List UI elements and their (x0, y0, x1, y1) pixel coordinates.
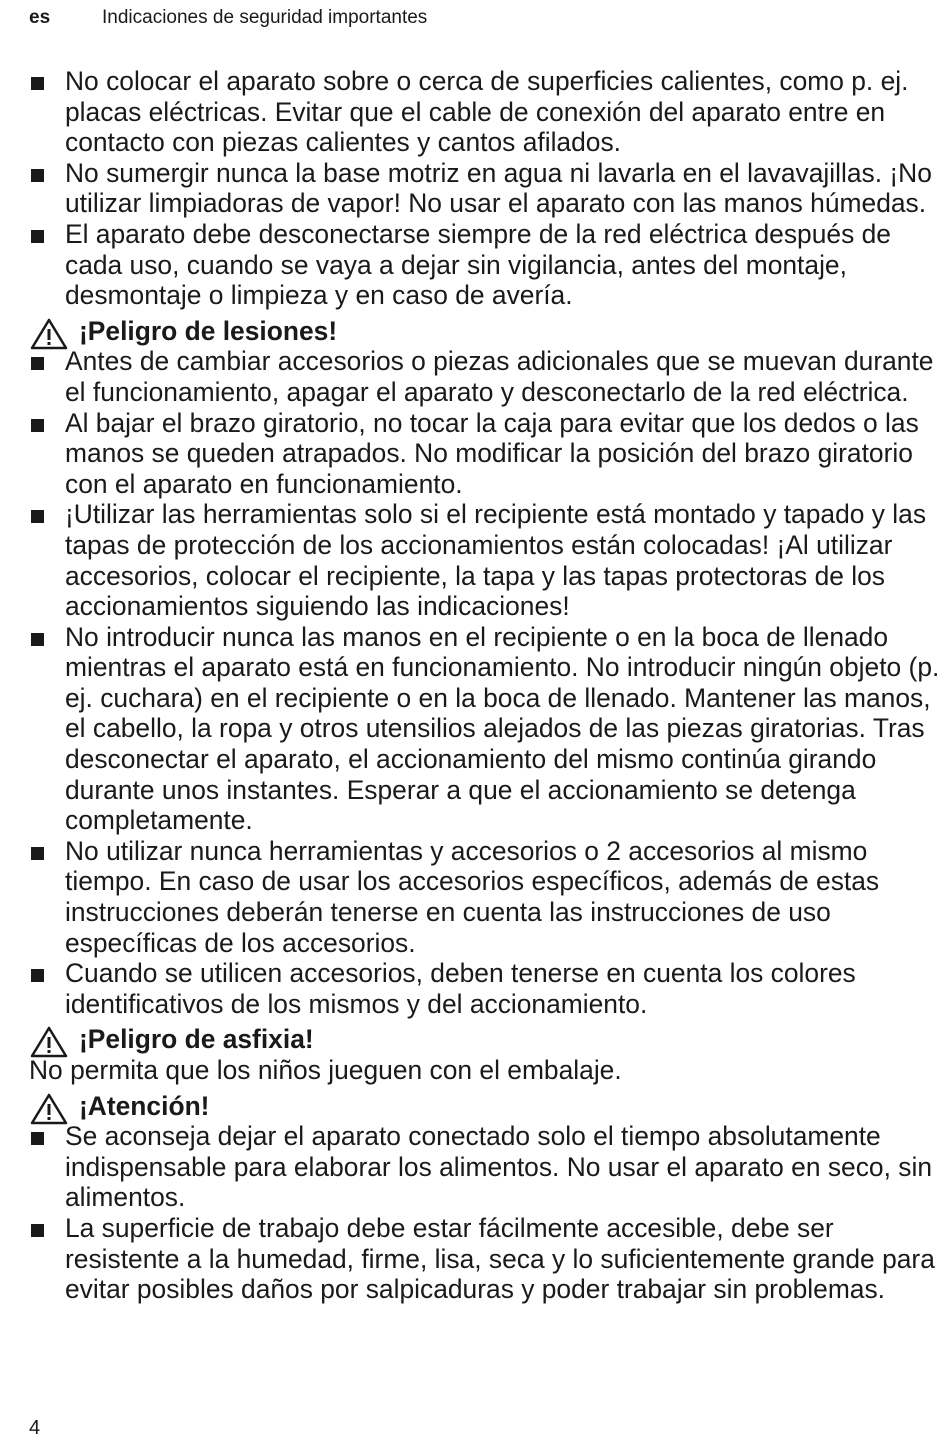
list-item-text: Antes de cambiar accesorios o piezas adicionales que se muevan durante el funcionamiento, apagar el aparato y desconectarlo de la red eléctrica. (65, 346, 934, 407)
list-item (29, 158, 948, 219)
warning-heading-text: ¡Peligro de asfixia! (79, 1024, 314, 1055)
list-item (29, 958, 948, 1019)
list-item-text: La superficie de trabajo debe estar fácilmente accesible, debe ser resistente a la humedad, firme, lisa, seca y lo suficientemente grande para evitar posibles daños por salpicaduras y poder trabajar sin problemas. (65, 1212, 935, 1305)
list-item (29, 836, 948, 958)
list-item (29, 622, 948, 836)
square-bullet-icon (31, 77, 44, 90)
list-item-text: Al bajar el brazo giratorio, no tocar la caja para evitar que los dedos o las manos se queden atrapados. No modificar la posición del brazo giratorio con el aparato en funcionamiento. (65, 407, 919, 499)
warning-heading (29, 1091, 948, 1122)
paragraph: No permita que los niños jueguen con el embalaje. (29, 1055, 622, 1085)
warning-triangle-icon (30, 318, 68, 350)
warning-heading (29, 1024, 948, 1055)
list-item-text: No colocar el aparato sobre o cerca de superficies calientes, como p. ej. placas eléctricas. Evitar que el cable de conexión del aparato entre en contacto con piezas calientes y cantos afilados. (65, 66, 909, 158)
list-item (29, 1121, 948, 1213)
list-item (29, 499, 948, 621)
warning-triangle-icon (30, 1093, 68, 1125)
section-title: Indicaciones de seguridad importantes (102, 7, 428, 28)
square-bullet-icon (31, 510, 44, 523)
warning-heading-text: ¡Atención! (79, 1090, 210, 1121)
warning-triangle-icon (30, 1026, 68, 1058)
list-item-text: No introducir nunca las manos en el recipiente o en la boca de llenado mientras el aparato está en funcionamiento. No introducir ningún objeto (p. ej. cuchara) en el recipiente o en la boca de llenado. Mantener las manos, el cabello, la ropa y otros utensilios alejados de las piezas giratorias. Tras desconectar el aparato, el accionamiento del mismo continúa girando durante unos instantes. Esperar a que el accionamiento se detenga completamente. (65, 621, 940, 836)
safety-instructions (29, 66, 948, 1305)
square-bullet-icon (31, 969, 44, 982)
list-item (29, 1213, 948, 1305)
square-bullet-icon (31, 419, 44, 432)
warning-heading (29, 316, 948, 347)
square-bullet-icon (31, 357, 44, 370)
list-item (29, 219, 948, 311)
list-item-text: No sumergir nunca la base motriz en agua ni lavarla en el lavavajillas. ¡No utilizar limpiadoras de vapor! No usar el aparato con las manos húmedas. (65, 157, 932, 219)
list-item (29, 66, 948, 158)
list-item-text: Se aconseja dejar el aparato conectado solo el tiempo absolutamente indispensable para elaborar los alimentos. No usar el aparato en seco, sin alimentos. (65, 1121, 932, 1213)
list-item-text: El aparato debe desconectarse siempre de la red eléctrica después de cada uso, cuando se vaya a dejar sin vigilancia, antes del montaje, desmontaje o limpieza y en caso de avería. (65, 218, 891, 311)
list-item-text: ¡Utilizar las herramientas solo si el recipiente está montado y tapado y las tapas de protección de los accionamientos están colocadas! ¡Al utilizar accesorios, colocar el recipiente, la tapa y las tapas protectoras de los accionamientos siguiendo las indicaciones! (65, 499, 927, 622)
list-item (29, 408, 948, 500)
warning-heading-text: ¡Peligro de lesiones! (79, 315, 338, 346)
language-code: es (29, 7, 51, 28)
square-bullet-icon (31, 1224, 44, 1237)
list-item (29, 346, 948, 407)
list-item-text: Cuando se utilicen accesorios, deben tenerse en cuenta los colores identificativos de los mismos y del accionamiento. (65, 958, 856, 1019)
square-bullet-icon (31, 169, 44, 182)
list-item-text: No utilizar nunca herramientas y accesorios o 2 accesorios al mismo tiempo. En caso de usar los accesorios específicos, además de estas instrucciones deberán tenerse en cuenta las instrucciones de uso específicas de los accesorios. (65, 835, 880, 958)
square-bullet-icon (31, 847, 44, 860)
square-bullet-icon (31, 1132, 44, 1145)
page-number: 4 (29, 1417, 41, 1439)
square-bullet-icon (31, 230, 44, 243)
square-bullet-icon (31, 633, 44, 646)
